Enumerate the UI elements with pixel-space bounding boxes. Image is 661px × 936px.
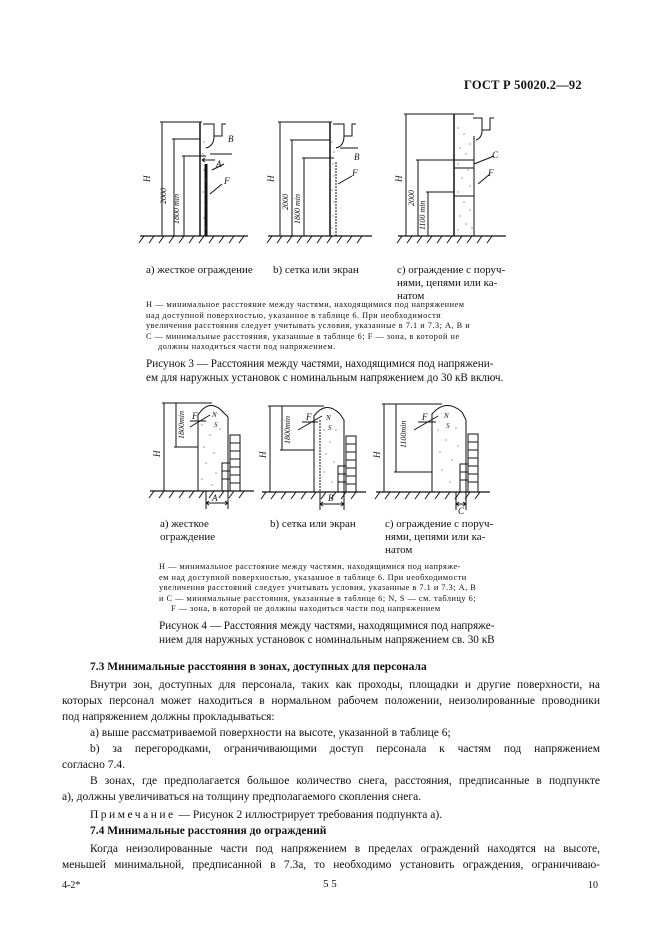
dim-1800: 1800min: [283, 416, 292, 444]
dim-H: H: [142, 175, 152, 182]
dim-2000: 2000: [281, 194, 290, 210]
label-B: B: [228, 134, 234, 144]
label-N: N: [212, 411, 217, 419]
label-N: N: [444, 412, 449, 420]
label-A: A: [212, 493, 218, 503]
section-7-3-paragraph: [62, 677, 600, 725]
title-line: Рисунок 4 — Расстояния между частями, находящимися под напряже-: [159, 620, 495, 632]
label-C: C: [492, 150, 499, 160]
note-line: H — минимальное расстояние между частями, находящимися под напряжением: [146, 300, 465, 309]
label-F: F: [422, 412, 428, 422]
dim-1100: 1100 min: [418, 200, 427, 230]
para-line: b) за перегородками, ограничивающими доступ персонала к частям под напряжением: [90, 743, 600, 755]
dim-1800: 1800 min: [172, 194, 181, 224]
footer-right: 10: [588, 880, 598, 891]
label-C: C: [458, 506, 465, 516]
label-B: B: [354, 152, 360, 162]
note-label: Примечание: [90, 809, 176, 821]
label-F: F: [306, 412, 312, 422]
para-line: меньшей минимальной, предписанной в 7.3а, то необходимо установить ограждения, ограничиваю-: [62, 859, 600, 871]
snow-paragraph: [62, 773, 600, 805]
note-line: и C — минимальные расстояния, указанные в таблице 6; N, S — см. таблицу 6;: [159, 593, 477, 603]
note-line: H — минимальное расстояние между частями, находящимися под напряже-: [159, 562, 461, 571]
note-line: должны находиться части под напряжением.: [158, 342, 336, 352]
dim-H: H: [394, 175, 404, 182]
para-line: Внутри зон, доступных для персонала, таких как проходы, площадки и другие поверхности, на: [90, 679, 600, 691]
label-F: F: [352, 168, 358, 178]
figure-4-note: [159, 562, 519, 615]
title-line: ем для наружных установок с номинальным напряжением до 30 кВ включ.: [146, 372, 504, 384]
section-7-4-heading: 7.4 Минимальные расстояния до ограждений: [90, 825, 327, 837]
para-line: которых персонал может находиться в нормальном рабочем положении, неизолированные проводники: [62, 695, 600, 707]
dim-H: H: [258, 451, 268, 458]
label-S: S: [446, 422, 450, 430]
list-item-b: [62, 741, 600, 773]
label-S: S: [214, 421, 218, 429]
label-S: S: [328, 424, 332, 432]
label-B: B: [328, 493, 334, 503]
footer-left: 4-2*: [62, 880, 81, 891]
figure-4-diagram-b: [258, 400, 372, 515]
label-F: F: [488, 168, 494, 178]
note-line: увеличения расстояния следует учитывать условия, указанные в 7.1 и 7.3; A, B и: [146, 321, 471, 331]
note-line: над доступной поверхностью, указанное в таблице 6. При необходимости: [146, 310, 442, 320]
label-F: F: [224, 176, 230, 186]
dim-2000: 2000: [159, 188, 168, 204]
page-number: 5 5: [323, 878, 337, 890]
figure-3-caption-a: a) жесткое ограждение: [146, 264, 253, 276]
para-line: а), должны увеличиваться на толщину предполагаемого скопления снега.: [62, 791, 422, 803]
figure-4-diagram-a: [150, 395, 260, 515]
dim-1800: 1800 min: [293, 194, 302, 224]
note-line: [90, 807, 442, 823]
para-line: Когда неизолированные части под напряжением в пределах ограждений находятся на высоте,: [90, 843, 600, 855]
note-line: ем над доступной поверхностью, указанное в таблице 6. При необходимости: [159, 572, 467, 582]
dim-1100: 1100min: [399, 420, 408, 448]
para-line: под напряжением должны прокладываться:: [62, 711, 275, 723]
figure-3-diagram-b: [268, 112, 378, 252]
figure-4-caption-a: а) жесткое ограждение: [160, 518, 216, 543]
dim-H: H: [372, 451, 382, 458]
dim-2000: 2000: [407, 190, 416, 206]
figure-4-caption-c: c) ограждение с поруч- нями, цепями или ка- натом: [385, 518, 494, 556]
section-7-4-paragraph: [62, 841, 600, 873]
note-line: C — минимальные расстояния, указанные в таблице 6; F — зона, в которой не: [146, 331, 460, 341]
para-line: В зонах, где предполагается большое количество снега, расстояния, предписанные в подпункте: [90, 775, 600, 787]
figure-3-caption-c: c) ограждение с поруч- нями, цепями или ка- натом: [397, 264, 506, 302]
para-line: согласно 7.4.: [62, 759, 125, 771]
dim-H: H: [266, 175, 276, 182]
figure-3-caption-b: b) сетка или экран: [273, 264, 359, 276]
section-7-3-heading: 7.3 Минимальные расстояния в зонах, доступных для персонала: [90, 661, 427, 673]
figure-3-note: [146, 300, 518, 353]
label-N: N: [326, 414, 331, 422]
figure-3-diagram-a: [140, 112, 250, 252]
label-A: A: [216, 159, 222, 169]
figure-4-caption-b: b) сетка или экран: [270, 518, 356, 530]
note-line: увеличения расстояний следует учитывать условия, указанные в 7.1 и 7.3; A, B: [159, 583, 477, 593]
label-F: F: [192, 411, 198, 421]
figure-4-diagram-c: [372, 398, 496, 516]
dim-1800: 1800min: [177, 411, 186, 439]
figure-3-diagram-c: [394, 108, 510, 248]
figure-4-title: [159, 619, 524, 647]
note-line: F — зона, в которой не должны находиться части под напряжением: [171, 604, 441, 614]
title-line: нием для наружных установок с номинальным напряжением св. 30 кВ: [159, 634, 495, 646]
figure-3-title: [146, 357, 526, 385]
title-line: Рисунок 3 — Расстояния между частями, находящимися под напряжени-: [146, 358, 494, 370]
note-text: — Рисунок 2 иллюстрирует требования подпункта а).: [178, 809, 443, 821]
dim-H: H: [152, 450, 162, 457]
list-item-a: a) выше рассматриваемой поверхности на высоте, указанной в таблице 6;: [90, 727, 451, 739]
document-header: ГОСТ Р 50020.2—92: [464, 78, 582, 92]
